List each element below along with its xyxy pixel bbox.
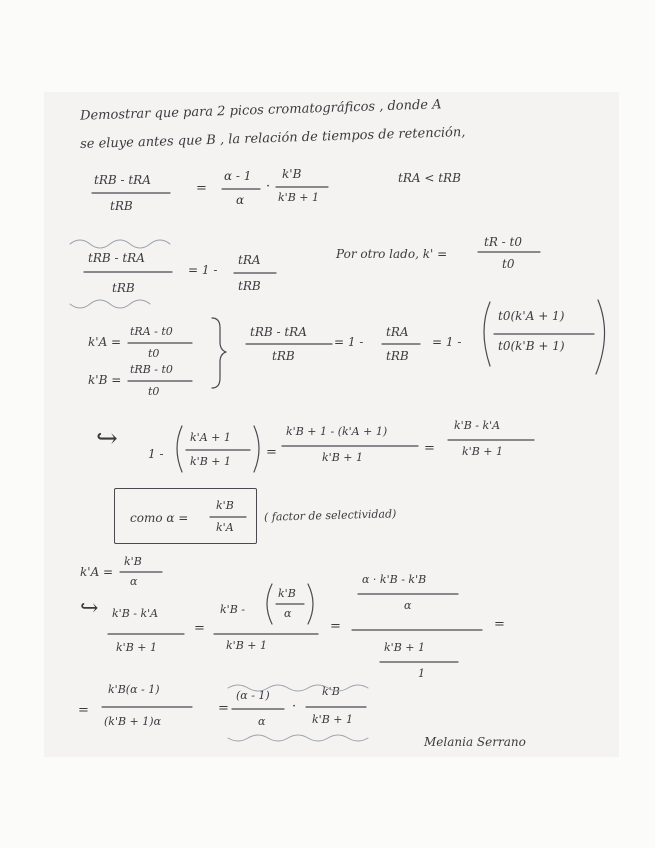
eq3-kB-label: k'B = [88, 373, 122, 387]
eq6-equals-1: = [194, 621, 205, 636]
eq7-num-a: k'B(α - 1) [108, 683, 160, 696]
eq4-num-a: k'A + 1 [190, 431, 231, 444]
eq3-rhs-num: tRB - tRA [250, 325, 307, 339]
eq6-num-b-pre: k'B - [220, 603, 245, 616]
boxed-num: k'B [216, 499, 234, 512]
eq4-den-a: k'B + 1 [190, 455, 231, 468]
eq7-den-a: (k'B + 1)α [104, 715, 161, 728]
eq1-num-right: k'B [282, 167, 302, 181]
eq2-rhs-num: tRA [238, 253, 261, 267]
signature: Melania Serrano [424, 735, 526, 749]
eq2-rhs-den: tRB [238, 279, 261, 293]
eq6-num-c-top: α · k'B - k'B [362, 573, 427, 586]
eq6-num-a: k'B - k'A [112, 607, 159, 620]
eq1-num-left: tRB - tRA [94, 173, 151, 187]
eq3-rhs-mid: = 1 - [334, 335, 364, 349]
eq5-label: k'A = [80, 565, 114, 579]
eq1-den-left: tRB [110, 199, 133, 213]
eq3-rhs-tail: = 1 - [432, 335, 462, 349]
eq7-den-b: α [258, 715, 266, 728]
eq3-big-den: t0(k'B + 1) [498, 339, 565, 353]
boxed-prefix: como α = [130, 511, 189, 525]
eq2-note-num: tR - t0 [484, 235, 522, 249]
eq3-kA-label: k'A = [88, 335, 122, 349]
eq3-kA-den: t0 [148, 347, 160, 360]
eq3-kB-num: tRB - t0 [130, 363, 173, 376]
eq2-den-left: tRB [112, 281, 135, 295]
eq1-condition: tRA < tRB [398, 171, 461, 185]
eq2-rhs-prefix: = 1 - [188, 263, 218, 277]
eq3-big-num: t0(k'A + 1) [498, 309, 565, 323]
eq1-den-right: k'B + 1 [278, 191, 319, 204]
eq6-arrow: ↪ [80, 596, 99, 621]
intro-line-2: se eluye antes que B , la relación de tiempos de retención, [79, 124, 466, 153]
eq2-note-den: t0 [502, 257, 515, 271]
eq6-den-c-bot: 1 [418, 667, 425, 680]
intro-line-1: Demostrar que para 2 picos cromatográficos , donde A [79, 97, 442, 124]
eq4-num-c: k'B - k'A [454, 419, 501, 432]
eq6-equals-2: = [330, 619, 341, 634]
eq3-kA-num: tRA - t0 [130, 325, 173, 338]
eq6-num-c-bot: α [404, 599, 412, 612]
eq1-den-mid: α [236, 193, 245, 207]
eq7-dot: · [292, 699, 297, 714]
eq5-num: k'B [124, 555, 142, 568]
eq6-equals-3: = [494, 617, 505, 632]
eq2-note-prefix: Por otro lado, k' = [336, 247, 448, 261]
eq4-equals-1: = [266, 445, 277, 460]
eq2-num-left: tRB - tRA [88, 251, 145, 265]
eq4-num-b: k'B + 1 - (k'A + 1) [286, 425, 388, 438]
eq6-den-b: k'B + 1 [226, 639, 267, 652]
eq4-prefix: 1 - [148, 447, 164, 461]
eq3-kB-den: t0 [148, 385, 160, 398]
eq7-den-c: k'B + 1 [312, 713, 353, 726]
eq1-dot: · [266, 179, 271, 194]
eq6-num-b-frac-den: α [284, 607, 292, 620]
eq3-rhs-den: tRB [272, 349, 295, 363]
eq1-num-mid: α - 1 [224, 169, 252, 183]
eq7-num-b: (α - 1) [236, 689, 270, 702]
eq4-arrow: ↪ [96, 424, 118, 454]
eq4-equals-2: = [424, 441, 435, 456]
eq4-den-b: k'B + 1 [322, 451, 363, 464]
eq7-equals-2: = [218, 701, 229, 716]
eq3-rhs-den2: tRB [386, 349, 409, 363]
eq3-rhs-num2: tRA [386, 325, 409, 339]
eq7-num-c: k'B [322, 685, 340, 698]
boxed-den: k'A [216, 521, 234, 534]
eq5-den: α [130, 575, 138, 588]
eq1-equals: = [196, 181, 207, 196]
boxed-note: ( factor de selectividad) [263, 507, 397, 524]
eq6-num-b-frac-num: k'B [278, 587, 296, 600]
eq4-den-c: k'B + 1 [462, 445, 503, 458]
eq6-den-c-top: k'B + 1 [384, 641, 425, 654]
eq7-equals-1: = [78, 703, 89, 718]
eq6-den-a: k'B + 1 [116, 641, 157, 654]
